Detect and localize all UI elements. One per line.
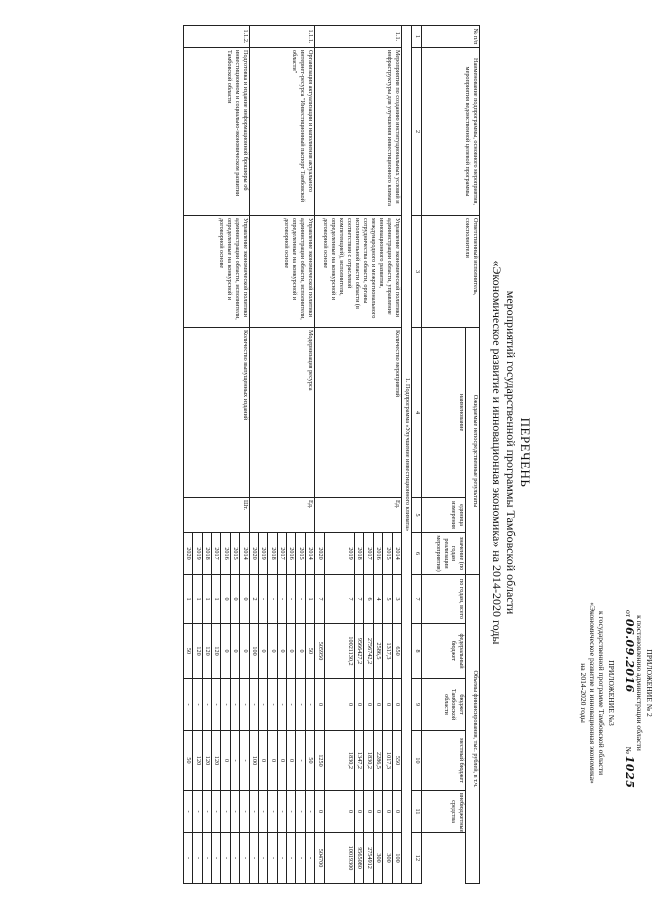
year-cell: 2020 [315,533,324,575]
header-executor: Ответственный исполнитель, соисполнители [422,216,480,328]
funding-federal: - [305,679,314,731]
year-cell: 2014 [240,533,249,575]
funding-local: 0 [373,791,382,833]
funding-federal: 0 [373,679,382,731]
funding-local: 0 [364,791,373,833]
funding-regional: 120 [202,731,211,791]
funding-local: - [221,791,230,833]
funding-total: 100 [249,624,258,679]
column-number: 2 [412,48,422,216]
result-value: 5 [383,575,392,624]
funding-regional: 1347,2 [355,731,364,791]
funding-regional: 0 [258,731,267,791]
funding-regional: 0 [268,731,277,791]
result-value: 1 [193,575,202,624]
funding-extrabudget: - [258,833,267,884]
result-value: 0 [221,575,230,624]
result-value: 1 [305,575,314,624]
funding-regional: 1830,2 [324,731,354,791]
header-result-unit: единица измерения [422,498,466,533]
funding-federal: - [249,679,258,731]
funding-total: 0 [268,624,277,679]
result-value: 2 [249,575,258,624]
funding-regional: 550 [392,731,401,791]
year-cell: 2018 [355,533,364,575]
funding-federal: - [240,679,249,731]
column-number: 4 [412,328,422,498]
year-cell: 2017 [364,533,373,575]
result-value: 0 [240,575,249,624]
activity-name: Организация актуализации и наполнения актуального интернет-ресурса "Инвестиционный паспорт Тамбовской области" [249,48,315,216]
rotated-landscape-sheet [20,0,660,905]
funding-extrabudget: - [230,833,239,884]
funding-regional: 100 [249,731,258,791]
row-number: 1.1.1. [249,26,315,48]
year-cell: 2018 [268,533,277,575]
program-line-1: к государственной программе Тамбовской области [597,610,606,776]
funding-total: 0 [230,624,239,679]
year-cell: 2015 [383,533,392,575]
document-subtitle-2: «Экономическое развитие и инновационная экономика» на 2014-2020 годы [490,260,504,645]
document-title: ПЕРЕЧЕНЬ [518,417,533,488]
year-cell: 2016 [373,533,382,575]
funding-local: - [268,791,277,833]
column-number-row [412,26,422,884]
funding-local: 0 [392,791,401,833]
header-local: местный бюджет [422,731,466,791]
year-cell: 2014 [392,533,401,575]
column-number: 9 [412,679,422,731]
column-number: 10 [412,731,422,791]
result-value: - [268,575,277,624]
result-value: - [287,575,296,624]
document-subtitle-1: мероприятий государственной программы Тамбовской области [504,290,518,615]
result-value: 4 [373,575,382,624]
date-prefix: от [624,610,633,618]
appendix-2-label: ПРИЛОЖЕНИЕ № 2 [645,649,654,717]
column-number: 7 [412,575,422,624]
year-cell: 2015 [230,533,239,575]
funding-total: 10021130,2 [324,624,354,679]
result-value: - [296,575,305,624]
funding-federal: 0 [383,679,392,731]
responsible-executor: Управление экономической политики администрации области, исполнители, определенные на конкурсной и договорной основе [249,216,315,328]
header-name: Наименование подпрограммы, основного мероприятия, мероприятия ведомственной целевой программы [422,48,480,216]
result-value: 7 [324,575,354,624]
funding-total: 9566427,2 [355,624,364,679]
funding-federal: 0 [392,679,401,731]
funding-extrabudget: - [202,833,211,884]
year-cell: 2020 [249,533,258,575]
funding-total: 120 [193,624,202,679]
year-cell: 2017 [277,533,286,575]
funding-extrabudget: - [221,833,230,884]
funding-local: - [193,791,202,833]
funding-extrabudget: 9565080 [355,833,364,884]
result-value: 1 [183,575,192,624]
program-line-2: «Экономическое развитие и инновационная экономика» [588,602,597,784]
header-results: Ожидаемые непосредственные результаты [466,328,480,575]
funding-local: 0 [383,791,392,833]
year-cell: 2014 [305,533,314,575]
result-name: Количество мероприятий [315,328,402,498]
result-unit: Ед. [249,498,315,533]
result-name: Количество выпущенных изданий [183,328,249,498]
funding-federal: - [221,679,230,731]
funding-federal: 0 [355,679,364,731]
funding-federal: - [277,679,286,731]
funding-regional: 0 [287,731,296,791]
appendix-3-label: ПРИЛОЖЕНИЕ №3 [607,660,616,726]
funding-regional: 120 [211,731,220,791]
funding-federal: - [230,679,239,731]
funding-federal: - [287,679,296,731]
number-value: 1025 [623,755,636,789]
funding-extrabudget: - [193,833,202,884]
funding-regional: 1250 [315,731,324,791]
header-federal: федеральный бюджет [422,624,466,679]
activity-name: Мероприятия по созданию институциональных условий и инфраструктуры для улучшения инвестиционного климата [315,48,402,216]
header-extrabudget: внебюджетные средства [422,791,466,833]
funding-total: 2756742,2 [364,624,373,679]
year-cell: 2015 [296,533,305,575]
result-value: 7 [355,575,364,624]
funding-local: - [183,791,192,833]
funding-regional: 0 [277,731,286,791]
funding-local: - [277,791,286,833]
funding-federal: - [268,679,277,731]
header-funding: Объемы финансирования, тыс. рублей, в т.ч. [466,575,480,884]
responsible-executor: Управление экономической политики администрации области, управление инновационного развития, международного и межрегионального сотрудничества области, органы исполнительной власти области (в соответствии с отраслевой компетенцией), исполнители, определенные на конкурсной и договорной основе [315,216,402,328]
date-number-line [624,610,634,800]
funding-extrabudget: - [305,833,314,884]
funding-extrabudget: 10019300 [324,833,354,884]
funding-extrabudget: 100 [392,833,401,884]
subprogram-title: 1. Подпрограмма «Улучшение инвестиционного климата» [402,26,412,884]
row-number: 1.1. [315,26,402,48]
funding-total: 120 [211,624,220,679]
funding-extrabudget: - [296,833,305,884]
funding-total: 0 [287,624,296,679]
funding-regional: 2286,5 [373,731,382,791]
activities-table [183,25,480,884]
year-cell: 2019 [324,533,354,575]
funding-regional: 50 [305,731,314,791]
number-prefix: № [624,746,633,754]
year-cell: 2020 [183,533,192,575]
responsible-executor: Управление экономической политики администрации области, исполнители, определенные на конкурсной и договорной основе [183,216,249,328]
funding-regional: 1017,3 [383,731,392,791]
funding-total: 1317,3 [383,624,392,679]
result-name: Модернизация ресурса [249,328,315,498]
funding-extrabudget: 504700 [315,833,324,884]
funding-local: - [202,791,211,833]
column-number: 12 [412,833,422,884]
funding-federal: - [296,679,305,731]
funding-federal: 0 [315,679,324,731]
funding-local: - [211,791,220,833]
funding-regional: - [230,731,239,791]
result-value: 1 [211,575,220,624]
funding-total: 0 [221,624,230,679]
funding-local: - [287,791,296,833]
funding-extrabudget: - [240,833,249,884]
funding-local: - [258,791,267,833]
funding-regional: 0 [221,731,230,791]
funding-extrabudget: 300 [383,833,392,884]
funding-federal: 0 [324,679,354,731]
funding-extrabudget: - [277,833,286,884]
funding-total: 650 [392,624,401,679]
year-cell: 2019 [258,533,267,575]
funding-total: 2586,5 [373,624,382,679]
funding-extrabudget: - [183,833,192,884]
funding-total: 0 [277,624,286,679]
funding-total: 50 [183,624,192,679]
table-row [240,26,249,884]
funding-federal: - [211,679,220,731]
header-total: по годам, всего [422,575,466,624]
header-result-value: значение (по годам реализации мероприятия) [422,533,466,575]
program-line-3: на 2014-2020 годы [579,663,588,723]
row-number: 1.1.2. [183,26,249,48]
funding-federal: - [183,679,192,731]
table-row [305,26,314,884]
funding-regional: 1830,2 [364,731,373,791]
funding-extrabudget: - [249,833,258,884]
header-no: № п/п [422,26,480,48]
funding-federal: - [193,679,202,731]
result-value: - [258,575,267,624]
result-value: 6 [364,575,373,624]
column-number: 6 [412,533,422,575]
funding-extrabudget: - [287,833,296,884]
funding-federal: - [202,679,211,731]
funding-local: 0 [324,791,354,833]
result-value: 7 [315,575,324,624]
result-value: 1 [202,575,211,624]
column-number: 8 [412,624,422,679]
funding-local: - [230,791,239,833]
funding-total: 50 [305,624,314,679]
column-number: 5 [412,498,422,533]
header-result-name: наименование [422,328,466,498]
funding-extrabudget: 300 [373,833,382,884]
year-cell: 2019 [193,533,202,575]
funding-extrabudget: 2754912 [364,833,373,884]
funding-regional: 50 [183,731,192,791]
result-unit: Шт. [183,498,249,533]
funding-total: 0 [296,624,305,679]
funding-local: - [305,791,314,833]
table-row [392,26,401,884]
funding-extrabudget: - [211,833,220,884]
result-unit: Ед. [315,498,402,533]
column-number: 11 [412,791,422,833]
funding-local: - [240,791,249,833]
funding-regional: - [240,731,249,791]
resolution-label: к постановлению администрации области [635,615,644,751]
activity-name: Подготовка и издание информационной брошюры об инвестиционном и социально-экономическом развитии Тамбовской области [183,48,249,216]
year-cell: 2018 [202,533,211,575]
funding-regional: 120 [193,731,202,791]
funding-local: - [296,791,305,833]
funding-extrabudget: - [268,833,277,884]
year-cell: 2017 [211,533,220,575]
funding-total: 120 [202,624,211,679]
funding-federal: 0 [364,679,373,731]
subprogram-row [402,26,412,884]
header-regional: бюджет Тамбовской области [422,679,466,731]
funding-local: - [249,791,258,833]
year-cell: 2016 [287,533,296,575]
result-value: 0 [230,575,239,624]
result-value: 3 [392,575,401,624]
funding-local: 0 [355,791,364,833]
funding-regional: - [296,731,305,791]
funding-total: 0 [240,624,249,679]
funding-total: 0 [258,624,267,679]
column-number: 1 [412,26,422,48]
funding-total: 505950 [315,624,324,679]
year-cell: 2016 [221,533,230,575]
column-number: 3 [412,216,422,328]
funding-federal: - [258,679,267,731]
result-value: - [277,575,286,624]
funding-local: 0 [315,791,324,833]
date-value: 06.09.2016 [623,618,636,693]
